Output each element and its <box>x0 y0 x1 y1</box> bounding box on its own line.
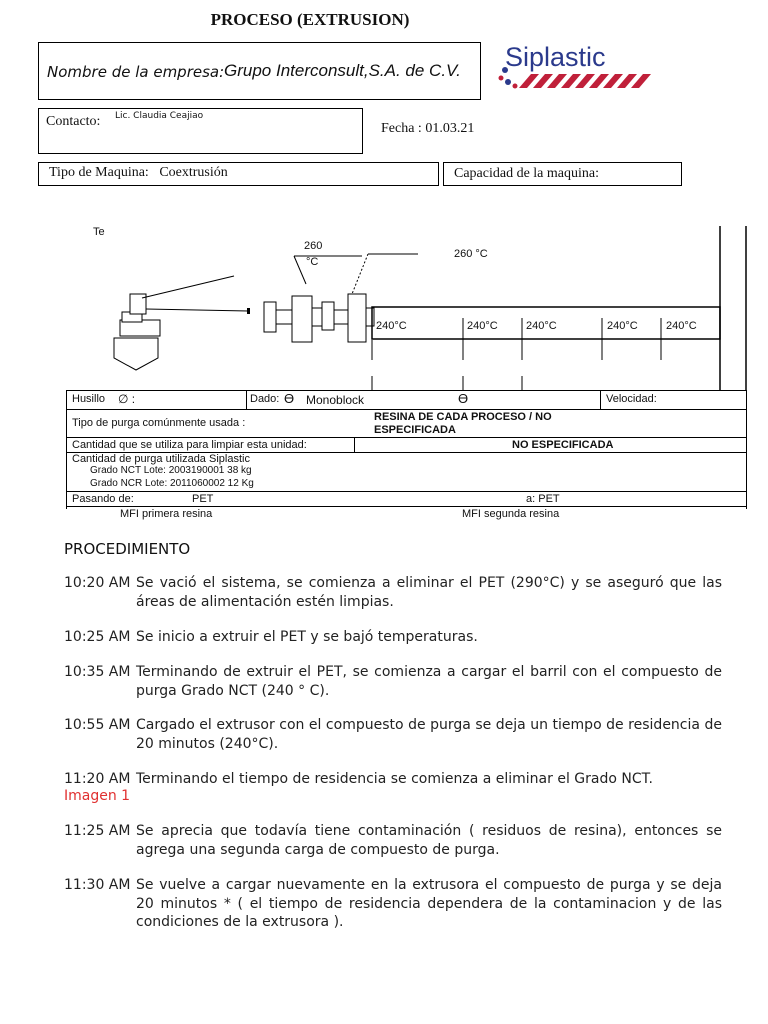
extruder-diagram <box>0 220 768 392</box>
date-value: 01.03.21 <box>425 121 475 136</box>
step-time: 10:55 AM <box>64 717 131 733</box>
purga-value: RESINA DE CADA PROCESO / NO ESPECIFICADA <box>374 411 552 436</box>
table-row-siplastic <box>66 452 747 491</box>
step-time: 11:25 AM <box>64 823 131 839</box>
capacity-box <box>443 162 682 186</box>
pasando-label: Pasando de: <box>72 493 134 505</box>
cantidad-label: Cantidad que se utiliza para limpiar esta unidad: <box>72 439 307 451</box>
purga-label: Tipo de purga comúnmente usada : <box>72 417 246 429</box>
die-assembly-icon <box>264 294 374 342</box>
husillo-label: Husillo <box>72 393 106 405</box>
capacity-label: Capacidad de la maquina: <box>454 166 599 181</box>
step-time: 10:25 AM <box>64 629 131 645</box>
step-time: 10:35 AM <box>64 664 131 680</box>
procedure-step <box>64 663 722 700</box>
procedure-step <box>64 876 722 932</box>
contact-label: Contacto: <box>46 114 101 129</box>
dado-value: Monoblock <box>306 393 365 407</box>
die-temp-value: 260 <box>304 240 323 252</box>
logo-stripes-icon <box>519 74 651 88</box>
table-row-husillo <box>66 390 747 409</box>
die-temp-unit: °C <box>306 256 319 268</box>
procedure-step <box>64 628 722 647</box>
lote-2: Grado NCR Lote: 2011060002 12 Kg <box>90 478 254 489</box>
table-row-cantidad <box>66 437 747 452</box>
step-text: Terminando de extruir el PET, se comienza a cargar el barril con el compuesto de purga Grado NCT (240 ° C). <box>136 664 722 699</box>
step-time: 11:30 AM <box>64 877 131 893</box>
procedure-step <box>64 716 722 753</box>
table-row-purga <box>66 409 747 437</box>
pasando-from: PET <box>192 493 214 505</box>
step-text: Terminando el tiempo de residencia se comienza a eliminar el Grado NCT. <box>136 771 653 787</box>
step-text: Se inicio a extruir el PET y se bajó temperaturas. <box>136 629 478 645</box>
hopper-icon <box>114 276 234 370</box>
procedure-step <box>64 822 722 859</box>
table-row-pasando <box>66 491 747 507</box>
contact-name: Lic. Claudia Ceajiao <box>115 111 204 121</box>
logo-text: Siplastic <box>505 42 606 72</box>
machine-type-box <box>38 162 439 186</box>
company-box <box>38 42 481 100</box>
procedure-step <box>64 574 722 611</box>
procedure-title: PROCEDIMIENTO <box>64 540 191 558</box>
zone-temp-1: 240°C <box>376 320 407 332</box>
machine-type <box>49 165 228 181</box>
company-name: Grupo Interconsult,S.A. de C.V. <box>224 61 461 80</box>
step-text: Se vuelve a cargar nuevamente en la extrusora el compuesto de purga y se deja 20 minutos * ( el tiempo de residencia dependera de la contaminacion y de las condiciones de la extrusora ). <box>136 877 722 930</box>
image-reference: Imagen 1 <box>64 788 131 804</box>
zone-temp-5: 240°C <box>666 320 697 332</box>
husillo-symbol: ∅ : <box>118 392 136 406</box>
step-text: Se aprecia que todavía tiene contaminación ( residuos de resina), entonces se agrega una segunda carga de compuesto de purga. <box>136 823 722 858</box>
machine-value: Coextrusión <box>159 165 228 180</box>
step-text: Se vació el sistema, se comienza a eliminar el PET (290°C) y se aseguró que las áreas de alimentación estén limpias. <box>136 575 722 610</box>
zone-temp-4: 240°C <box>607 320 638 332</box>
zone-temp-3: 240°C <box>526 320 557 332</box>
siplastic-logo <box>495 40 655 100</box>
theta-icon: ϴ <box>458 391 469 406</box>
die-temp-right: 260 °C <box>454 248 488 260</box>
company-label: Nombre de la empresa: <box>47 63 225 81</box>
zone-temp-2: 240°C <box>467 320 498 332</box>
contact-box <box>38 108 363 154</box>
mfi-first: MFI primera resina <box>120 508 213 520</box>
step-text: Cargado el extrusor con el compuesto de purga se deja un tiempo de residencia de 20 minutos (240°C). <box>136 717 722 752</box>
mfi-second: MFI segunda resina <box>462 508 560 520</box>
lote-1: Grado NCT Lote: 2003190001 38 kg <box>90 465 252 476</box>
date-label: Fecha : <box>381 121 422 136</box>
velocidad-label: Velocidad: <box>606 393 657 405</box>
theta-icon: ϴ <box>284 391 295 406</box>
date-field <box>381 121 474 137</box>
dado-label: Dado: <box>250 393 280 405</box>
step-time: 11:20 AM <box>64 771 131 787</box>
procedure-step <box>64 770 722 789</box>
machine-label: Tipo de Maquina: <box>49 165 149 180</box>
cantidad-value: NO ESPECIFICADA <box>512 439 614 451</box>
step-time: 10:20 AM <box>64 575 131 591</box>
te-label: Te <box>93 226 105 238</box>
siplastic-label: Cantidad de purga utilizada Siplastic <box>72 453 250 465</box>
pasando-to: a: PET <box>526 493 560 505</box>
document-title: PROCESO (EXTRUSION) <box>210 10 410 29</box>
